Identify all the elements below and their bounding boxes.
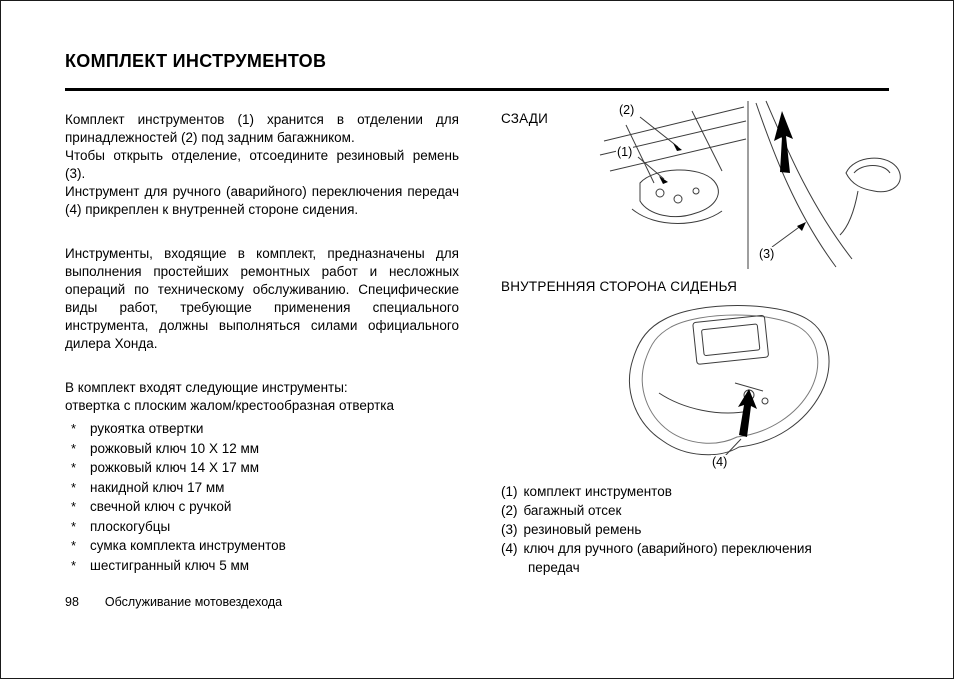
- seat-underside-illustration: [599, 297, 879, 477]
- rear-view-illustration: [596, 95, 911, 277]
- tool-item-label: плоскогубцы: [90, 518, 171, 534]
- tool-item: [71, 497, 459, 517]
- seat-underside-drawing: [599, 297, 879, 477]
- legend-item-number: (3): [501, 522, 518, 537]
- tool-item: [71, 517, 459, 537]
- tool-item-label: рожковый ключ 10 X 12 мм: [90, 440, 260, 456]
- legend-item: [501, 482, 863, 501]
- tools-list-intro: В комплект входят следующие инструменты:: [65, 380, 348, 395]
- tool-item-label: рожковый ключ 14 X 17 мм: [90, 460, 260, 475]
- title-rule: [65, 88, 889, 91]
- legend-item-text: резиновый ремень: [523, 522, 642, 537]
- tool-item: [71, 439, 459, 459]
- intro-paragraph: Инструмент для ручного (аварийного) переключения передач (4) прикреплен к внутренней стороне сидения.: [65, 184, 459, 217]
- asterisk-bullet: *: [71, 440, 77, 456]
- asterisk-bullet: *: [71, 479, 77, 495]
- asterisk-bullet: *: [71, 538, 77, 553]
- tool-item-label: шестигранный ключ 5 мм: [90, 557, 250, 573]
- legend-item-number: (1): [501, 484, 518, 499]
- footer-section-title: Обслуживание мотовездехода: [104, 595, 283, 609]
- tool-item: [71, 556, 459, 576]
- tool-item-label: свечной ключ с ручкой: [90, 499, 232, 514]
- legend-item: [501, 501, 863, 520]
- tool-item: [71, 458, 459, 478]
- tools-list: [65, 419, 459, 575]
- footer-page-number: 98: [65, 595, 79, 609]
- rear-view-drawing: [596, 95, 911, 277]
- figure2-caption: ВНУТРЕННЯЯ СТОРОНА СИДЕНЬЯ: [501, 279, 738, 294]
- body-paragraph: Инструменты, входящие в комплект, предназначены для выполнения простейших ремонтных работ и несложных операций по техническому обслуживанию. Специфические виды работ, требующие применения специального инструмента, должны выполняться силами официального дилера Хонда.: [65, 246, 459, 351]
- legend-item-number: (2): [501, 503, 518, 518]
- legend-item-text: ключ для ручного (аварийного) переключения передач: [523, 541, 812, 575]
- legend-item-text: багажный отсек: [523, 503, 622, 518]
- figure1-caption: СЗАДИ: [501, 111, 549, 126]
- tool-item-label: накидной ключ 17 мм: [90, 479, 225, 495]
- tool-item-label: рукоятка отвертки: [90, 421, 204, 436]
- asterisk-bullet: *: [71, 421, 77, 436]
- tool-item: [71, 536, 459, 556]
- tool-item-label: сумка комплекта инструментов: [90, 538, 286, 553]
- legend-item: [501, 539, 863, 577]
- intro-paragraph: Чтобы открыть отделение, отсоедините резиновый ремень (3).: [65, 148, 459, 181]
- legend-item: [501, 520, 863, 539]
- tools-list-intro-2: отвертка с плоским жалом/крестообразная отвертка: [65, 398, 395, 413]
- page-title: КОМПЛЕКТ ИНСТРУМЕНТОВ: [65, 51, 327, 71]
- callout-label-1: (1): [617, 145, 633, 159]
- asterisk-bullet: *: [71, 518, 77, 534]
- tool-item: [71, 478, 459, 498]
- figure-legend: [501, 482, 863, 577]
- asterisk-bullet: *: [71, 499, 77, 514]
- callout-label-3: (3): [759, 247, 775, 261]
- asterisk-bullet: *: [71, 557, 77, 573]
- callout-label-2: (2): [619, 103, 635, 117]
- left-column: [65, 111, 459, 575]
- intro-paragraph: Комплект инструментов (1) хранится в отделении для принадлежностей (2) под задним багажником.: [65, 112, 459, 145]
- page-footer: [65, 595, 282, 609]
- legend-item-text: комплект инструментов: [523, 484, 672, 499]
- callout-label-4: (4): [712, 455, 728, 469]
- tool-item: [71, 419, 459, 439]
- legend-item-number: (4): [501, 541, 518, 556]
- asterisk-bullet: *: [71, 460, 77, 475]
